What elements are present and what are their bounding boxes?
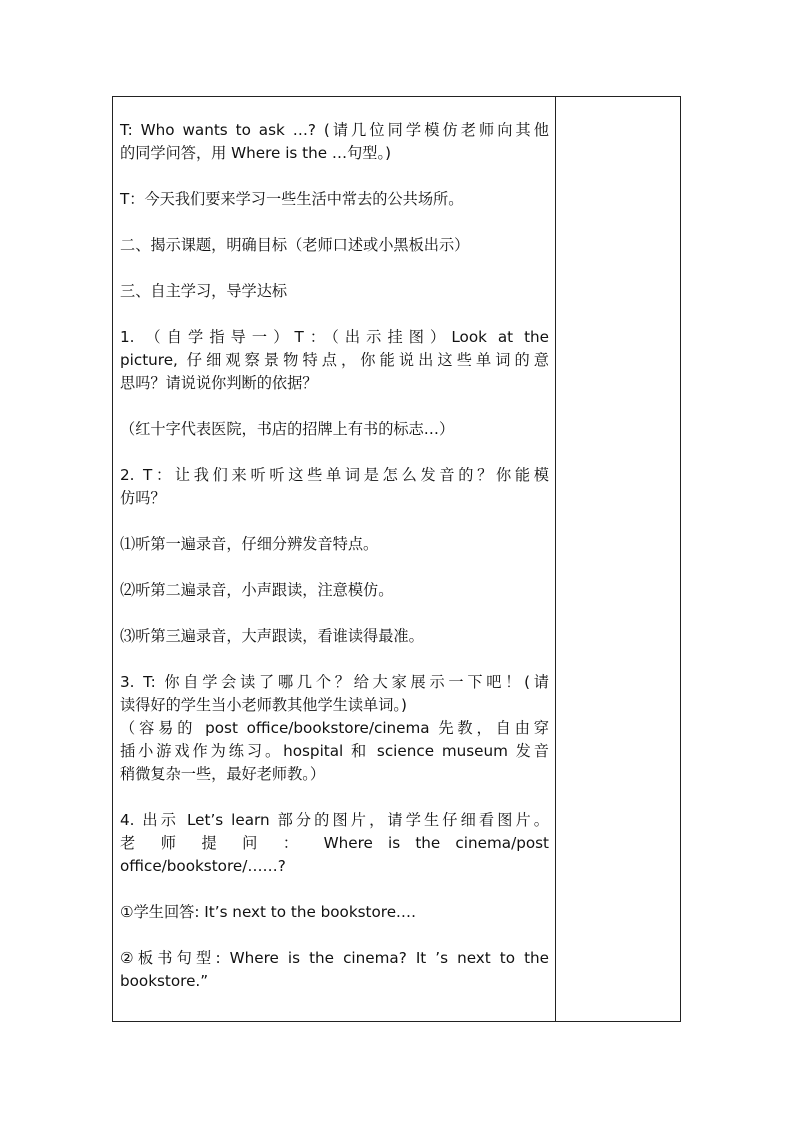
- text-line: （红十字代表医院，书店的招牌上有书的标志…）: [120, 420, 455, 438]
- text-line: 老 师 提 问 ： Where is the cinema/post: [120, 834, 549, 852]
- text-line: ⑴听第一遍录音，仔细分辨发音特点。: [120, 535, 379, 553]
- text-line: 3. T: 你自学会读了哪几个？给大家展示一下吧！(请: [120, 673, 549, 691]
- lesson-content-cell: [113, 97, 556, 1021]
- lesson-table: [112, 96, 681, 1022]
- paragraph-who-wants-to-ask: [120, 119, 549, 165]
- paragraph-step-2: [120, 464, 549, 510]
- text-line: 思吗？请说说你判断的依据？: [120, 374, 318, 392]
- paragraph-listen-second: [120, 579, 549, 602]
- section-heading-two: [120, 234, 549, 257]
- paragraph-step-3: [120, 671, 549, 786]
- text-line: 2. T：让我们来听听这些单词是怎么发音的？你能模: [120, 466, 549, 484]
- text-line: 读得好的学生当小老师教其他学生读单词。): [120, 696, 407, 714]
- text-line: 仿吗？: [120, 489, 166, 507]
- paragraph-student-answer: [120, 901, 549, 924]
- text-line: ①学生回答: It’s next to the bookstore.…: [120, 903, 417, 921]
- paragraph-listen-first: [120, 533, 549, 556]
- paragraph-step-4: [120, 809, 549, 878]
- text-line: 4. 出示 Let’s learn 部分的图片，请学生仔细看图片。: [120, 811, 549, 829]
- text-line: bookstore.”: [120, 972, 209, 990]
- text-line: picture, 仔细观察景物特点，你能说出这些单词的意: [120, 351, 549, 369]
- paragraph-public-places: [120, 188, 549, 211]
- text-line: ②板书句型: Where is the cinema? It ’s next to the: [120, 949, 549, 967]
- text-line: （容易的 post office/bookstore/cinema 先教，自由穿: [120, 719, 549, 737]
- section-heading-three: [120, 280, 549, 303]
- paragraph-listen-third: [120, 625, 549, 648]
- text-line: 的同学问答，用 Where is the …句型。): [120, 144, 391, 162]
- text-line: 二、揭示课题，明确目标（老师口述或小黑板出示）: [120, 236, 470, 254]
- notes-cell: [556, 97, 680, 1021]
- text-line: T：今天我们要来学习一些生活中常去的公共场所。: [120, 190, 464, 208]
- text-line: 1. （自学指导一）T：（出示挂图）Look at the: [120, 328, 549, 346]
- text-line: 插小游戏作为练习。hospital 和 science museum 发音: [120, 742, 549, 760]
- text-line: 三、自主学习，导学达标: [120, 282, 288, 300]
- text-line: office/bookstore/……?: [120, 857, 286, 875]
- paragraph-red-cross-note: [120, 418, 549, 441]
- text-line: ⑵听第二遍录音，小声跟读，注意模仿。: [120, 581, 394, 599]
- paragraph-step-1: [120, 326, 549, 395]
- text-line: T: Who wants to ask …? (请几位同学模仿老师向其他: [120, 121, 549, 139]
- text-line: ⑶听第三遍录音，大声跟读，看谁读得最准。: [120, 627, 424, 645]
- text-line: 稍微复杂一些，最好老师教。）: [120, 765, 326, 783]
- paragraph-board-sentence: [120, 947, 549, 993]
